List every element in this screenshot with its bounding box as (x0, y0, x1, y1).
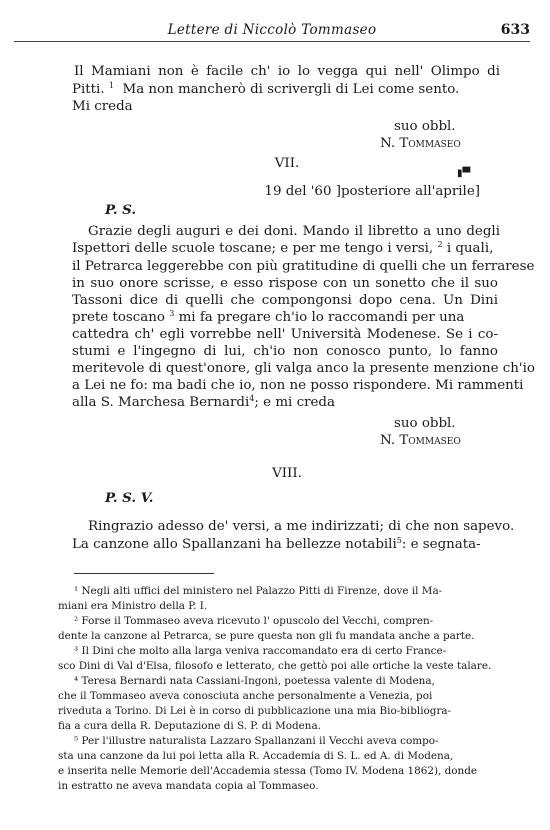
running-title: Lettere di Niccolò Tommaseo (167, 22, 377, 38)
page-number: 633 (500, 22, 530, 38)
text-line: alla S. Marchesa Bernardi$^4$; e mi creda (72, 394, 335, 410)
footnote-line: ¹ Negli alti uffici del ministero nel Palazzo Pitti di Firenze, dove il Ma- (74, 585, 443, 597)
footnote-line: in estratto ne aveva mandata copia al Tommaseo. (58, 780, 319, 792)
text-line: Ispettori delle scuole toscane; e per me tengo i versi, $^2$ i quali, (72, 240, 494, 256)
text-line: il Petrarca leggerebbe con più gratitudine di quelli che un ferrarese (72, 259, 535, 274)
text-line: Tassoni dice di quelli che compongonsi dopo cena. Un Dini (72, 293, 498, 308)
text-line: a Lei ne fo: ma badi che io, non ne posso rispondere. Mi rammenti (72, 378, 524, 393)
footnote-line: ⁴ Teresa Bernardi nata Cassiani-Ingoni, poetessa valente di Modena, (74, 675, 435, 687)
closing: suo obbl. (394, 416, 456, 431)
text-line: Grazie degli auguri e dei doni. Mando il libretto a uno degli (88, 224, 500, 239)
footnote-line: ³ Il Dini che molto alla larga veniva raccomandato era di certo France- (74, 645, 447, 657)
letter-number: VIII. (272, 466, 302, 481)
text-line: Il Mamiani non è facile ch' io lo vegga qui nell' Olimpo di (74, 64, 500, 79)
footnote-line: ² Forse il Tommaseo aveva ricevuto l' opuscolo del Vecchi, compren- (74, 615, 434, 627)
text-line: cattedra ch' egli vorrebbe nell' Università Modenese. Se i co- (72, 327, 498, 342)
footnote-rule (74, 573, 214, 574)
text-line: Pitti. $^1$ Ma non mancherò di scrivergli di Lei come sento. (72, 81, 460, 97)
postscript-label: P. S. (105, 202, 137, 218)
footnote-line: dente la canzone al Petrarca, se pure questa non gli fu mandata anche a parte. (58, 630, 475, 642)
text-line: La canzone allo Spallanzani ha bellezze notabili$^5$: e segnata- (72, 536, 481, 552)
letter-date: 19 del '60 ]posteriore all'aprile] (264, 184, 480, 199)
footnote-line: sta una canzone da lui poi letta alla R. Accademia di S. L. ed A. di Modena, (58, 750, 454, 762)
text-line: Ringrazio adesso de' versi, a me indirizzati; di che non sapevo. (88, 519, 515, 534)
postscript-label: P. S. V. (105, 490, 154, 506)
footnote-line: sco Dini di Val d'Elsa, filosofo e letterato, che gettò poi alle ortiche la veste talare. (58, 660, 492, 672)
signature: N. Tommaseo (380, 433, 461, 448)
print-mark: ▮▀ (457, 168, 471, 179)
text-line: prete toscano $^3$ mi fa pregare ch'io lo raccomandi per una (72, 309, 465, 325)
footnote-line: miani era Ministro della P. I. (58, 600, 208, 612)
footnote-line: che il Tommaseo aveva conosciuta anche personalmente a Venezia, poi (58, 690, 433, 702)
footnote-ref-1: 1 (108, 81, 114, 90)
footnote-line: ⁵ Per l'illustre naturalista Lazzaro Spallanzani il Vecchi aveva compo- (74, 735, 439, 747)
header-rule (14, 41, 530, 42)
footnote-line: e inserita nelle Memorie dell'Accademia stessa (Tomo IV. Modena 1862), donde (58, 765, 478, 777)
letter-number: VII. (274, 156, 300, 171)
footnote-line: fia a cura della R. Deputazione di S. P. di Modena. (58, 720, 321, 732)
text-line: stumi e l'ingegno di lui, ch'io non conosco punto, lo fanno (72, 344, 498, 359)
text-line: in suo onore scrisse, e esso rispose con un sonetto che il suo (72, 276, 498, 291)
text-line: Mi creda (72, 99, 133, 114)
running-header (14, 22, 530, 40)
text-line: meritevole di quest'onore, gli valga anco la presente menzione ch'io (72, 361, 535, 376)
footnote-line: riveduta a Torino. Di Lei è in corso di pubblicazione una mia Bio-bibliogra- (58, 705, 452, 717)
closing: suo obbl. (394, 119, 456, 134)
signature: N. Tommaseo (380, 136, 461, 151)
